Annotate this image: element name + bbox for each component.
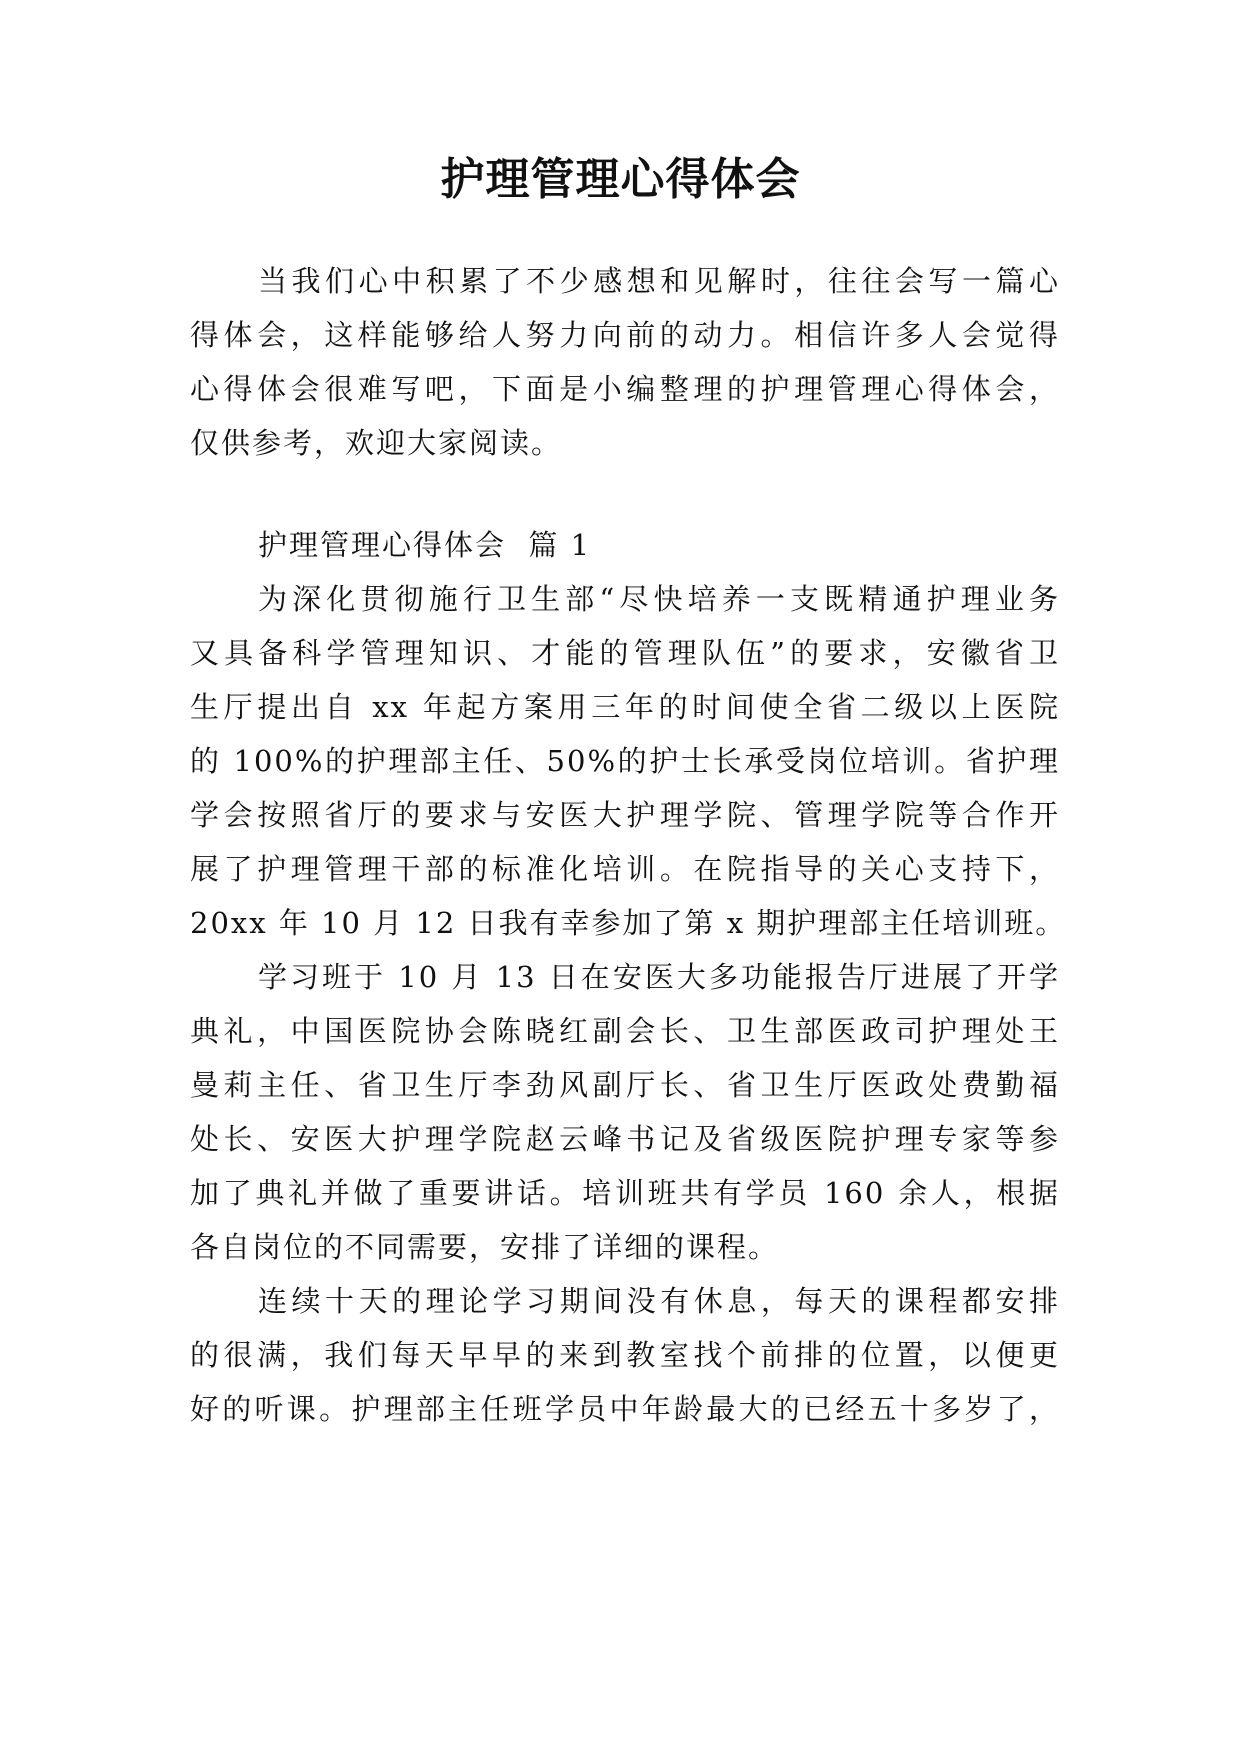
paragraph-line: 处长、安医大护理学院赵云峰书记及省级医院护理专家等参 <box>190 1122 1060 1156</box>
paragraph-line: 又具备科学管理知识、才能的管理队伍”的要求，安徽省卫 <box>190 636 1060 670</box>
paragraph-line: 曼莉主任、省卫生厅李劲风副厅长、省卫生厅医政处费勤福 <box>190 1068 1060 1102</box>
paragraph-line: 的 100%的护理部主任、50%的护士长承受岗位培训。省护理 <box>190 744 1060 778</box>
intro-line: 心得体会很难写吧，下面是小编整理的护理管理心得体会， <box>190 372 1060 406</box>
intro-line: 当我们心中积累了不少感想和见解时，往往会写一篇心 <box>258 264 1060 298</box>
paragraph-line: 加了典礼并做了重要讲话。培训班共有学员 160 余人，根据 <box>190 1176 1060 1210</box>
intro-line: 得体会，这样能够给人努力向前的动力。相信许多人会觉得 <box>190 318 1060 352</box>
paragraph-line: 生厅提出自 xx 年起方案用三年的时间使全省二级以上医院 <box>190 690 1060 724</box>
paragraph-line: 学习班于 10 月 13 日在安医大多功能报告厅进展了开学 <box>258 960 1060 994</box>
paragraph-line: 连续十天的理论学习期间没有休息，每天的课程都安排 <box>258 1284 1060 1318</box>
paragraph-line: 展了护理管理干部的标准化培训。在院指导的关心支持下， <box>190 852 1060 886</box>
paragraph-line: 的很满，我们每天早早的来到教室找个前排的位置，以便更 <box>190 1338 1060 1372</box>
paragraph-line: 学会按照省厅的要求与安医大护理学院、管理学院等合作开 <box>190 798 1060 832</box>
intro-line: 仅供参考，欢迎大家阅读。 <box>190 426 563 460</box>
paragraph-line: 典礼，中国医院协会陈晓红副会长、卫生部医政司护理处王 <box>190 1014 1060 1048</box>
paragraph-line: 各自岗位的不同需要，安排了详细的课程。 <box>190 1230 780 1264</box>
section-heading: 护理管理心得体会 篇 1 <box>258 528 592 562</box>
paragraph-line: 20xx 年 10 月 12 日我有幸参加了第 x 期护理部主任培训班。 <box>190 906 1067 940</box>
paragraph-line: 为深化贯彻施行卫生部“尽快培养一支既精通护理业务 <box>258 582 1060 616</box>
paragraph-line: 好的听课。护理部主任班学员中年龄最大的已经五十多岁了， <box>190 1392 1060 1426</box>
document-title: 护理管理心得体会 <box>440 154 801 205</box>
